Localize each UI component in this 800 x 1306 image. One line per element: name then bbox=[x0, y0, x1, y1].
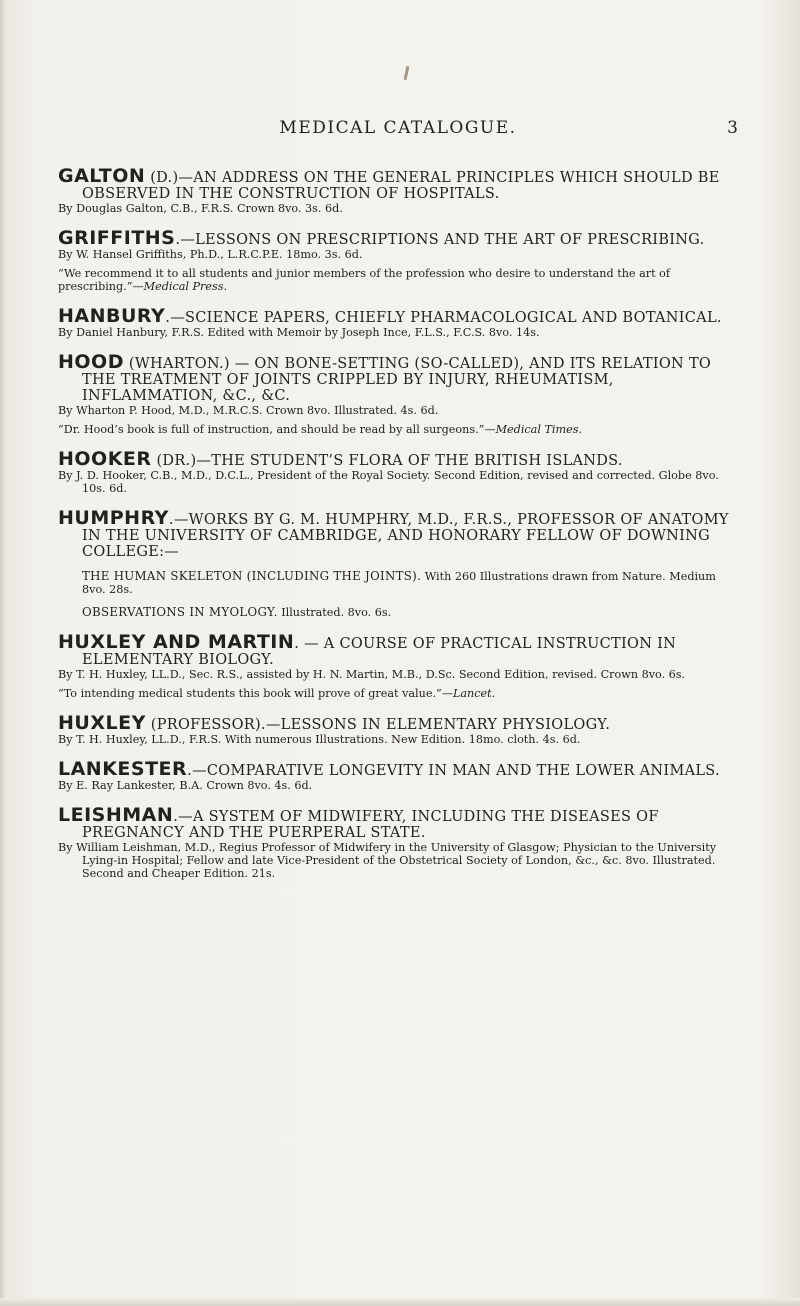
entry-author: LANKESTER bbox=[58, 758, 188, 780]
entry-title: .—A SYSTEM OF MIDWIFERY, INCLUDING THE DISEASES OF PREGNANCY AND THE PUERPERAL STATE. bbox=[82, 809, 659, 841]
entry-author: GALTON bbox=[58, 165, 146, 187]
subwork-item bbox=[58, 606, 738, 619]
entry-heading bbox=[58, 631, 738, 668]
review-quote: “We recommend it to all students and junior members of the profession who desire to understand the art of prescribing.”— bbox=[58, 267, 671, 293]
review-quote: “Dr. Hood’s book is full of instruction, and should be read by all surgeons.”— bbox=[58, 423, 496, 436]
entry-title: (D.)—AN ADDRESS ON THE GENERAL PRINCIPLES WHICH SHOULD BE OBSERVED IN THE CONSTRUCTION OF HOSPITALS. bbox=[82, 170, 720, 202]
entry-hooker bbox=[58, 448, 738, 495]
entry-heading bbox=[58, 804, 738, 841]
subwork-title: OBSERVATIONS IN MYOLOGY. bbox=[82, 605, 278, 619]
entry-lankester bbox=[58, 758, 738, 792]
entry-heading bbox=[58, 305, 738, 327]
entry-heading bbox=[58, 165, 738, 202]
entry-leishman bbox=[58, 804, 738, 880]
entry-heading bbox=[58, 351, 738, 404]
subwork-title: THE HUMAN SKELETON (INCLUDING THE JOINTS). bbox=[82, 569, 422, 583]
entry-heading bbox=[58, 712, 738, 734]
entry-review bbox=[58, 267, 738, 293]
entry-hanbury bbox=[58, 305, 738, 339]
page-number: 3 bbox=[727, 118, 738, 138]
entry-details: By J. D. Hooker, C.B., M.D., D.C.L., President of the Royal Society. Second Edition, revised and corrected. Globe 8vo. 10s. 6d. bbox=[58, 469, 719, 495]
entry-heading bbox=[58, 448, 738, 470]
entry-author: HUXLEY AND MARTIN bbox=[58, 631, 295, 653]
entry-review bbox=[58, 687, 738, 700]
entry-details: By Daniel Hanbury, F.R.S. Edited with Memoir by Joseph Ince, F.L.S., F.C.S. 8vo. 14s. bbox=[58, 326, 540, 339]
review-quote: “To intending medical students this book will prove of great value.”— bbox=[58, 687, 453, 700]
subwork-item bbox=[58, 570, 738, 596]
entry-author: LEISHMAN bbox=[58, 804, 174, 826]
entry-title: (DR.)—THE STUDENT’S FLORA OF THE BRITISH ISLANDS. bbox=[151, 453, 623, 469]
entry-hood bbox=[58, 351, 738, 436]
page-edge-shadow bbox=[0, 0, 6, 1306]
entry-title: .—SCIENCE PAPERS, CHIEFLY PHARMACOLOGICAL AND BOTANICAL. bbox=[165, 310, 722, 326]
entry-title: .—LESSONS ON PRESCRIPTIONS AND THE ART OF PRESCRIBING. bbox=[175, 232, 705, 248]
entry-title: . — A COURSE OF PRACTICAL INSTRUCTION IN ELEMENTARY BIOLOGY. bbox=[82, 636, 677, 668]
entry-author: HUXLEY bbox=[58, 712, 146, 734]
entry-details: By Wharton P. Hood, M.D., M.R.C.S. Crown 8vo. Illustrated. 4s. 6d. bbox=[58, 404, 439, 417]
catalogue-entries bbox=[58, 165, 738, 895]
entry-author: HOOD bbox=[58, 351, 124, 373]
review-source: Lancet. bbox=[452, 687, 496, 700]
entry-author: GRIFFITHS bbox=[58, 227, 176, 249]
entry-details: By W. Hansel Griffiths, Ph.D., L.R.C.P.E. 18mo. 3s. 6d. bbox=[58, 248, 363, 261]
entry-humphry bbox=[58, 507, 738, 619]
entry-griffiths bbox=[58, 227, 738, 293]
entry-details: By T. H. Huxley, LL.D., Sec. R.S., assisted by H. N. Martin, M.B., D.Sc. Second Edition, revised. Crown 8vo. 6s. bbox=[58, 668, 686, 681]
subwork-details: Illustrated. 8vo. 6s. bbox=[281, 606, 392, 619]
entry-details: By E. Ray Lankester, B.A. Crown 8vo. 4s. 6d. bbox=[58, 779, 313, 792]
entry-details: By Douglas Galton, C.B., F.R.S. Crown 8vo. 3s. 6d. bbox=[58, 202, 343, 215]
entry-heading bbox=[58, 507, 738, 560]
entry-title: (WHARTON.) — ON BONE-SETTING (SO-CALLED), AND ITS RELATION TO THE TREATMENT OF JOINTS CRIPPLED BY INJURY, RHEUMATISM, INFLAMMATION, &C., &C. bbox=[82, 356, 712, 404]
entry-author: HOOKER bbox=[58, 448, 152, 470]
entry-huxley-martin bbox=[58, 631, 738, 700]
entry-details: By William Leishman, M.D., Regius Professor of Midwifery in the University of Glasgow; Physician to the University Lying-in Hospital; Fellow and late Vice-President of the Obstetrical Society of London, &c., &c. 8vo. Illustrated. Second and Cheaper Edition. 21s. bbox=[58, 841, 717, 880]
entry-author: HUMPHRY bbox=[58, 507, 169, 529]
page-header bbox=[58, 118, 738, 142]
entry-huxley bbox=[58, 712, 738, 746]
entry-details: By T. H. Huxley, LL.D., F.R.S. With numerous Illustrations. New Edition. 18mo. cloth. 4s. 6d. bbox=[58, 733, 581, 746]
entry-heading bbox=[58, 758, 738, 780]
review-source: Medical Press. bbox=[143, 280, 228, 293]
entry-galton bbox=[58, 165, 738, 215]
entry-heading bbox=[58, 227, 738, 249]
entry-title: .—WORKS BY G. M. HUMPHRY, M.D., F.R.S., PROFESSOR OF ANATOMY IN THE UNIVERSITY OF CAMBRIDGE, AND HONORARY FELLOW OF DOWNING COLLEGE:— bbox=[82, 512, 729, 560]
entry-review bbox=[58, 423, 738, 436]
entry-author: HANBURY bbox=[58, 305, 166, 327]
entry-title: .—COMPARATIVE LONGEVITY IN MAN AND THE LOWER ANIMALS. bbox=[187, 763, 720, 779]
subwork-details: With 260 Illustrations drawn from Nature. Medium 8vo. 28s. bbox=[82, 570, 716, 596]
ink-mark bbox=[404, 66, 410, 80]
running-head: MEDICAL CATALOGUE. bbox=[279, 118, 517, 138]
entry-title: (PROFESSOR).—LESSONS IN ELEMENTARY PHYSIOLOGY. bbox=[145, 717, 611, 733]
review-source: Medical Times. bbox=[495, 423, 583, 436]
page-bottom-shadow bbox=[0, 1298, 800, 1306]
